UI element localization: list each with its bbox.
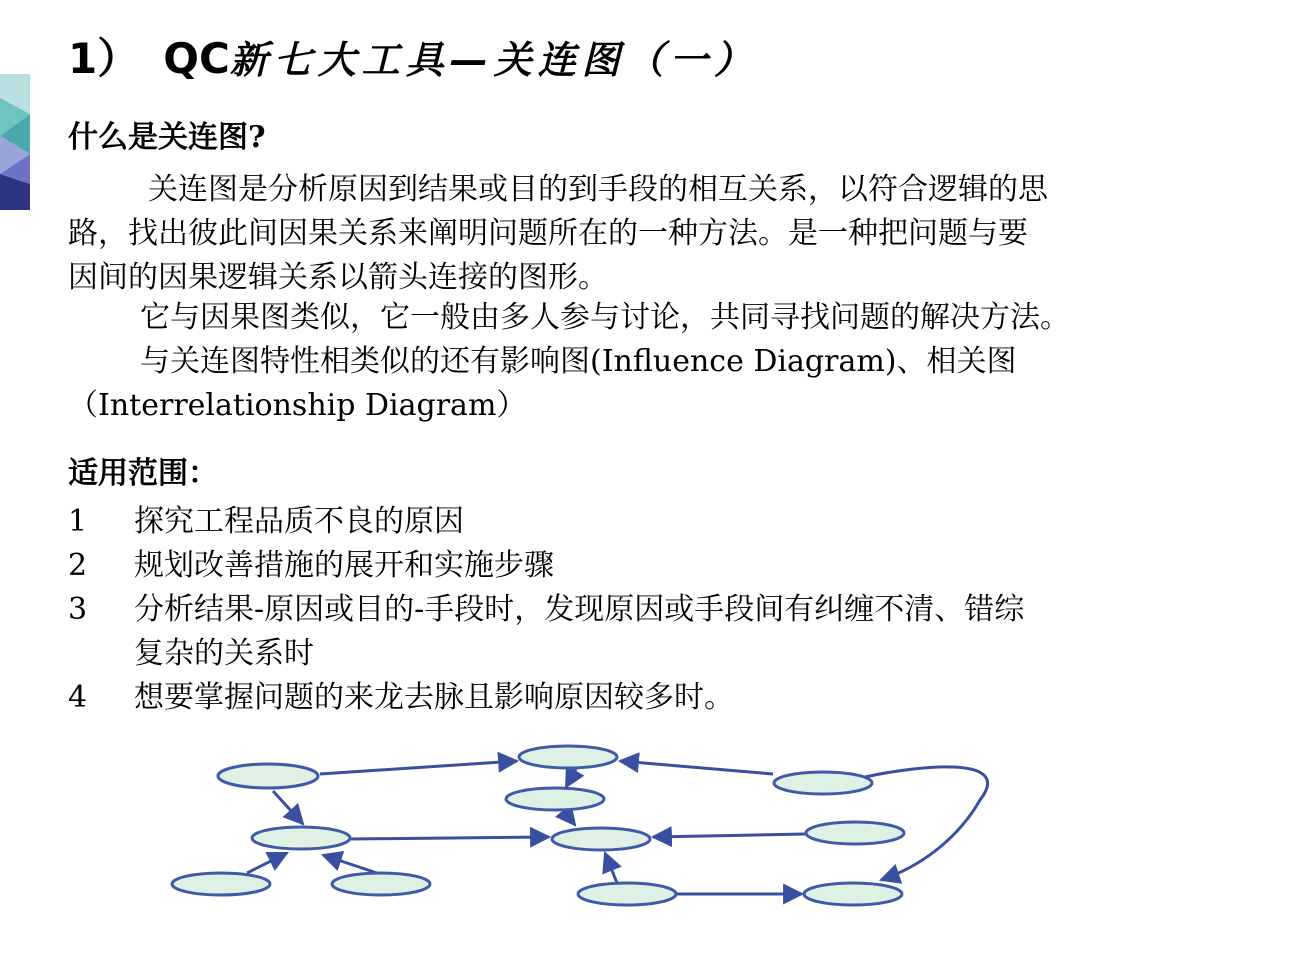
list-item-text: 复杂的关系时 — [134, 636, 314, 671]
paragraph-line: 它与因果图类似，它一般由多人参与讨论，共同寻找问题的解决方法。 — [140, 300, 1070, 335]
definition-paragraph — [68, 168, 1268, 428]
diagram-node — [218, 764, 318, 788]
list-item-text: 分析结果-原因或目的-手段时，发现原因或手段间有纠缠不清、错综 — [134, 592, 1025, 627]
diagram-node — [252, 827, 350, 849]
paragraph-line: 关连图是分析原因到结果或目的到手段的相互关系，以符合逻辑的思 — [148, 172, 1048, 207]
list-item — [68, 676, 1024, 720]
diagram-arrow — [653, 834, 805, 837]
diagram-node — [519, 746, 617, 768]
diagram-arrow — [605, 853, 617, 883]
page-title — [68, 30, 758, 88]
list-item-number: 1 — [68, 504, 88, 539]
diagram-arrow — [247, 853, 287, 873]
diagram-node — [804, 883, 902, 905]
diagram-arrow — [563, 810, 575, 825]
diagram-node — [506, 788, 604, 810]
diagram-node — [774, 772, 872, 794]
diagram-arrow — [351, 837, 549, 839]
list-item-text: 探究工程品质不良的原因 — [134, 504, 464, 539]
relation-diagram — [165, 735, 1005, 915]
section-heading-scope: 适用范围： — [68, 456, 218, 491]
diagram-arrow — [320, 761, 517, 774]
paragraph-line: （Interrelationship Diagram） — [68, 388, 527, 423]
section-heading-what-is: 什么是关连图? — [68, 120, 266, 155]
diagram-arrow — [273, 791, 303, 824]
diagram-arrow — [620, 761, 773, 774]
title-latin: QC — [163, 34, 230, 83]
scope-list — [68, 500, 1024, 720]
list-item-number: 2 — [68, 548, 88, 583]
diagram-node — [332, 873, 430, 895]
decorative-triangles-graphic — [0, 74, 30, 210]
title-chinese: 新七大工具—关连图（一） — [229, 38, 758, 82]
paragraph-line: 路，找出彼此间因果关系来阐明问题所在的一种方法。是一种把问题与要 — [68, 216, 1028, 251]
diagram-node — [806, 822, 904, 844]
paragraph-line: 与关连图特性相类似的还有影响图(Influence Diagram)、相关图 — [140, 344, 1017, 379]
list-item-number: 3 — [68, 592, 88, 627]
paragraph-line: 因间的因果逻辑关系以箭头连接的图形。 — [68, 260, 608, 295]
diagram-arrow — [566, 769, 576, 787]
list-item-text: 规划改善措施的展开和实施步骤 — [134, 548, 554, 583]
list-item — [68, 500, 1024, 544]
list-item-text: 想要掌握问题的来龙去脉且影响原因较多时。 — [134, 680, 734, 715]
diagram-node — [172, 873, 270, 895]
title-number: 1） — [68, 34, 140, 83]
diagram-node — [578, 883, 676, 905]
list-item — [68, 544, 1024, 588]
list-item-continuation — [68, 632, 1024, 676]
diagram-node — [552, 828, 650, 850]
list-item — [68, 588, 1024, 632]
list-item-number: 4 — [68, 680, 88, 715]
